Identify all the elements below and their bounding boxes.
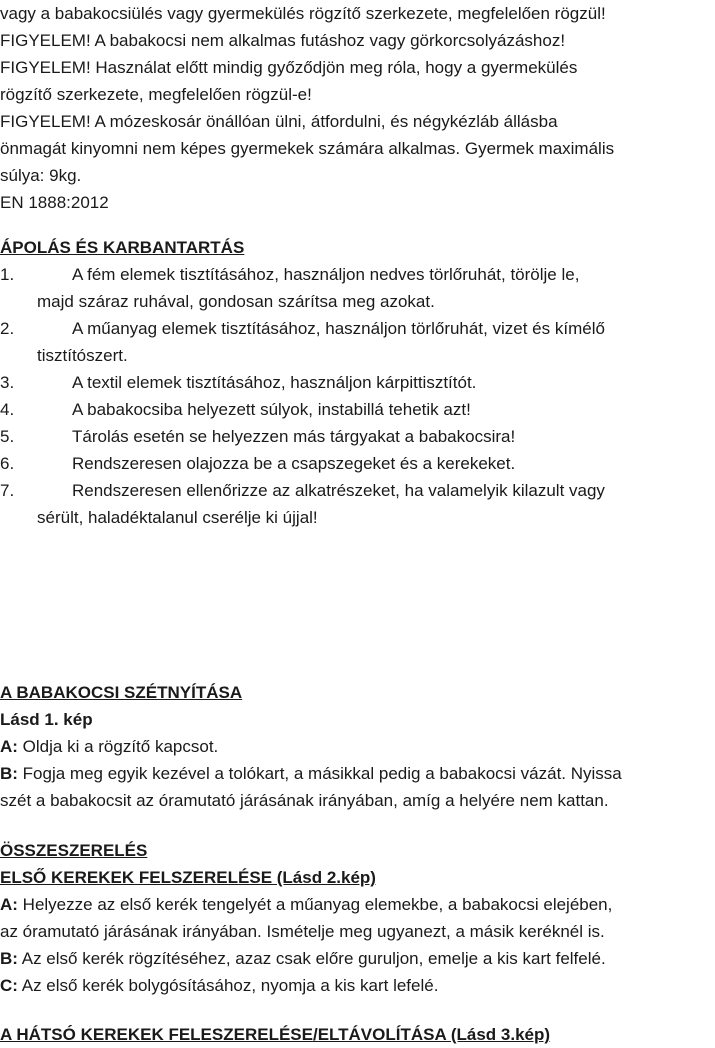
step-text: Az első kerék rögzítéséhez, azaz csak előre guruljon, emelje a kis kart felfelé.	[17, 949, 606, 968]
step-a-continuation: az óramutató járásának irányában. Ismételje meg ugyanezt, a másik keréknél is.	[0, 922, 605, 941]
step-label: C:	[0, 976, 18, 995]
list-item-continuation: tisztítószert.	[37, 346, 128, 365]
list-item-text: Tárolás esetén se helyezzen más tárgyakat a babakocsira!	[72, 427, 516, 446]
care-section	[0, 234, 715, 531]
step-text: Oldja ki a rögzítő kapcsot.	[17, 737, 219, 756]
list-item-number: 4.	[0, 400, 15, 419]
assembly-heading: ÖSSZESZERELÉS	[0, 841, 148, 860]
step-label: B:	[0, 764, 18, 783]
list-item-continuation: majd száraz ruhával, gondosan szárítsa meg azokat.	[37, 292, 435, 311]
assembly-section	[0, 837, 715, 999]
warning-line: önmagát kinyomni nem képes gyermekek számára alkalmas. Gyermek maximális	[0, 139, 615, 158]
unfold-figure-ref: Lásd 1. kép	[0, 710, 93, 729]
list-item	[0, 423, 715, 450]
step-label: B:	[0, 949, 18, 968]
list-item	[0, 315, 715, 342]
rear-wheels-heading: A HÁTSÓ KEREKEK FELESZERELÉSE/ELTÁVOLÍTÁSA (Lásd 3.kép)	[0, 1025, 551, 1044]
list-item-number: 2.	[0, 319, 15, 338]
list-item-number: 6.	[0, 454, 15, 473]
warning-line: FIGYELEM! A mózeskosár önállóan ülni, átfordulni, és négykézláb állásba	[0, 112, 558, 131]
step-a	[0, 733, 715, 760]
standard-reference: EN 1888:2012	[0, 193, 109, 212]
list-item	[0, 450, 715, 477]
list-item-text: A babakocsiba helyezett súlyok, instabillá tehetik azt!	[72, 400, 471, 419]
front-wheels-subheading: ELSŐ KEREKEK FELSZERELÉSE (Lásd 2.kép)	[0, 868, 376, 887]
list-item-text: Rendszeresen ellenőrizze az alkatrészeket, ha valamelyik kilazult vagy	[72, 481, 605, 500]
list-item-number: 1.	[0, 265, 15, 284]
unfold-section	[0, 679, 715, 814]
warning-line: vagy a babakocsiülés vagy gyermekülés rögzítő szerkezete, megfelelően rögzül!	[0, 4, 606, 23]
step-label: A:	[0, 737, 18, 756]
step-label: A:	[0, 895, 18, 914]
list-item	[0, 396, 715, 423]
list-item-number: 3.	[0, 373, 15, 392]
step-text: Helyezze az első kerék tengelyét a műanyag elemekbe, a babakocsi elejében,	[17, 895, 613, 914]
warning-line: súlya: 9kg.	[0, 166, 82, 185]
list-item-text: A textil elemek tisztításához, használjon kárpittisztítót.	[72, 373, 477, 392]
warning-line: FIGYELEM! Használat előtt mindig győződjön meg róla, hogy a gyermekülés	[0, 58, 578, 77]
list-item-continuation: sérült, haladéktalanul cserélje ki újjal!	[37, 508, 318, 527]
list-item-text: Rendszeresen olajozza be a csapszegeket és a kerekeket.	[72, 454, 516, 473]
step-a	[0, 891, 715, 918]
step-b	[0, 760, 715, 787]
step-b-continuation: szét a babakocsit az óramutató járásának irányában, amíg a helyére nem kattan.	[0, 791, 609, 810]
step-b	[0, 945, 715, 972]
list-item	[0, 477, 715, 504]
list-item-text: A fém elemek tisztításához, használjon nedves törlőruhát, törölje le,	[72, 265, 580, 284]
warning-line: rögzítő szerkezete, megfelelően rögzül-e!	[0, 85, 312, 104]
step-text: Az első kerék bolygósításához, nyomja a kis kart lefelé.	[17, 976, 439, 995]
list-item-number: 7.	[0, 481, 15, 500]
rear-wheels-section	[0, 1021, 715, 1048]
warnings-section	[0, 0, 715, 216]
list-item	[0, 261, 715, 288]
list-item	[0, 369, 715, 396]
care-heading: ÁPOLÁS ÉS KARBANTARTÁS	[0, 238, 245, 257]
warning-line: FIGYELEM! A babakocsi nem alkalmas futáshoz vagy görkorcsolyázáshoz!	[0, 31, 566, 50]
step-text: Fogja meg egyik kezével a tolókart, a másikkal pedig a babakocsi vázát. Nyissa	[17, 764, 622, 783]
unfold-heading: A BABAKOCSI SZÉTNYÍTÁSA	[0, 683, 243, 702]
list-item-number: 5.	[0, 427, 15, 446]
step-c	[0, 972, 715, 999]
list-item-text: A műanyag elemek tisztításához, használjon törlőruhát, vizet és kímélő	[72, 319, 605, 338]
